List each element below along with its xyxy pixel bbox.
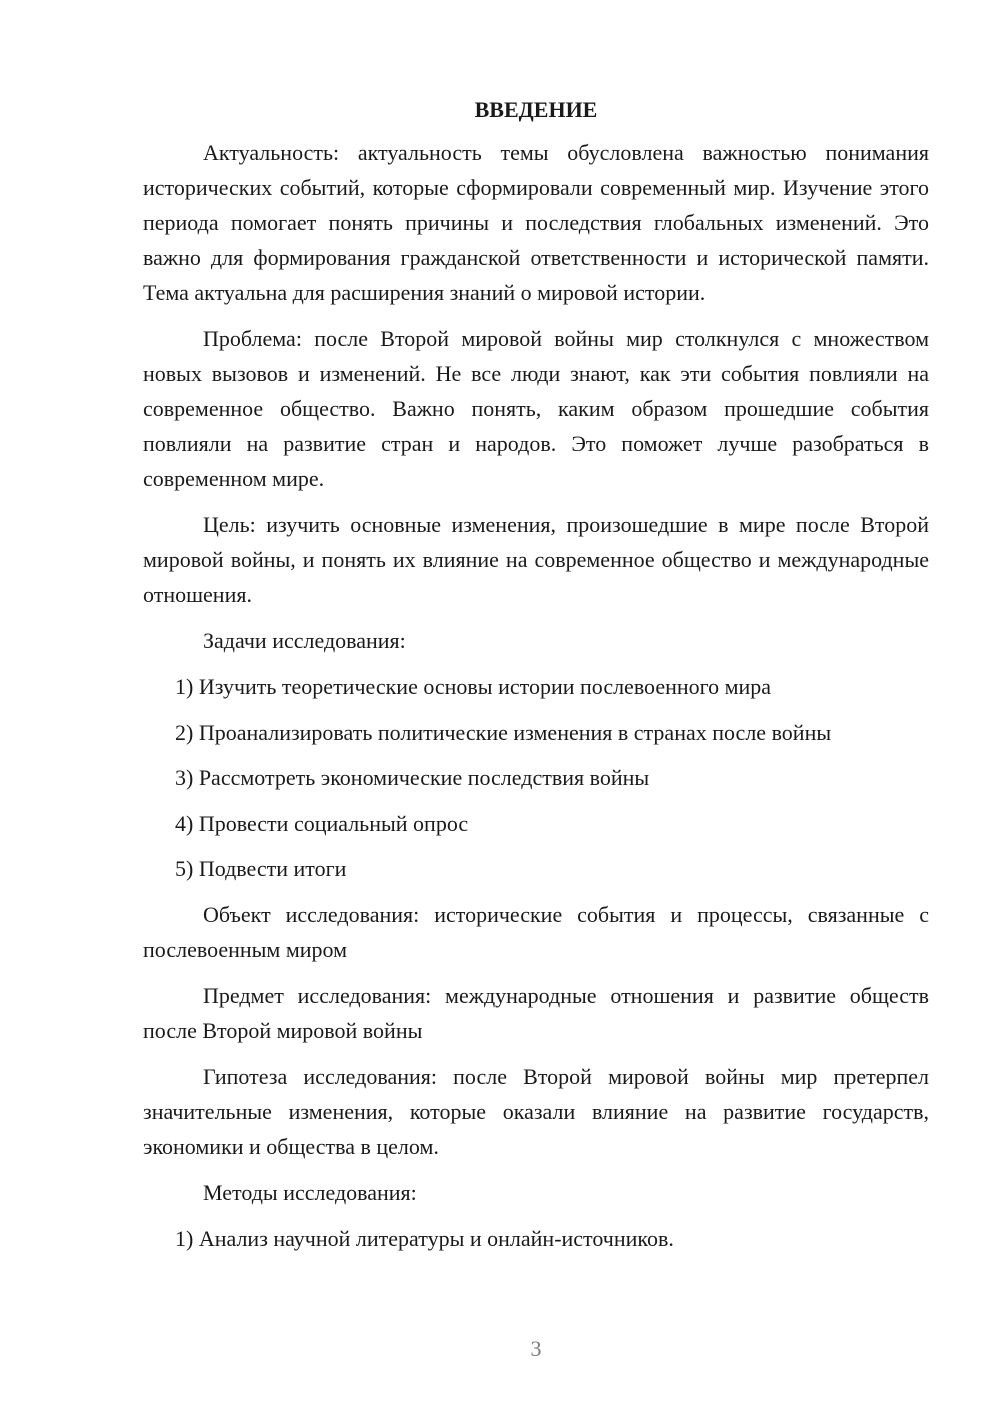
- hypothesis-paragraph: Гипотеза исследования: после Второй мировой войны мир претерпел значительные изменения, которые оказали влияние на развитие государств, экономики и общества в целом.: [143, 1064, 929, 1159]
- list-item: 1) Изучить теоретические основы истории послевоенного мира: [175, 674, 772, 699]
- object-paragraph: Объект исследования: исторические события и процессы, связанные с послевоенным миром: [143, 902, 929, 962]
- page-title: ВВЕДЕНИЕ: [474, 97, 598, 122]
- list-item: 1) Анализ научной литературы и онлайн-источников.: [175, 1226, 674, 1251]
- tasks-label: Задачи исследования:: [203, 628, 406, 653]
- list-item: 5) Подвести итоги: [175, 856, 347, 881]
- methods-list: [143, 1221, 929, 1256]
- page-content: [143, 92, 929, 1267]
- problem-paragraph: Проблема: после Второй мировой войны мир столкнулся с множеством новых вызовов и изменений. Не все люди знают, как эти события повлияли на современное общество. Важно понять, каким образом прошедшие события повлияли на развитие стран и народов. Это поможет лучше разобраться в современном мире.: [143, 326, 929, 491]
- list-item: 3) Рассмотреть экономические последствия войны: [175, 765, 650, 790]
- subject-paragraph: Предмет исследования: международные отношения и развитие обществ после Второй мировой войны: [143, 983, 929, 1043]
- relevance-paragraph: Актуальность: актуальность темы обусловлена важностью понимания исторических событий, которые сформировали современный мир. Изучение этого периода помогает понять причины и последствия глобальных изменений. Это важно для формирования гражданской ответственности и исторической памяти. Тема актуальна для расширения знаний о мировой истории.: [143, 140, 929, 305]
- list-item: 4) Провести социальный опрос: [175, 810, 469, 836]
- methods-label: Методы исследования:: [203, 1180, 417, 1205]
- tasks-list: [143, 669, 929, 886]
- goal-paragraph: Цель: изучить основные изменения, произошедшие в мире после Второй мировой войны, и понять их влияние на современное общество и международные отношения.: [143, 512, 929, 607]
- list-item: 2) Проанализировать политические изменения в странах после войны: [175, 719, 832, 745]
- page-number: 3: [530, 1336, 542, 1361]
